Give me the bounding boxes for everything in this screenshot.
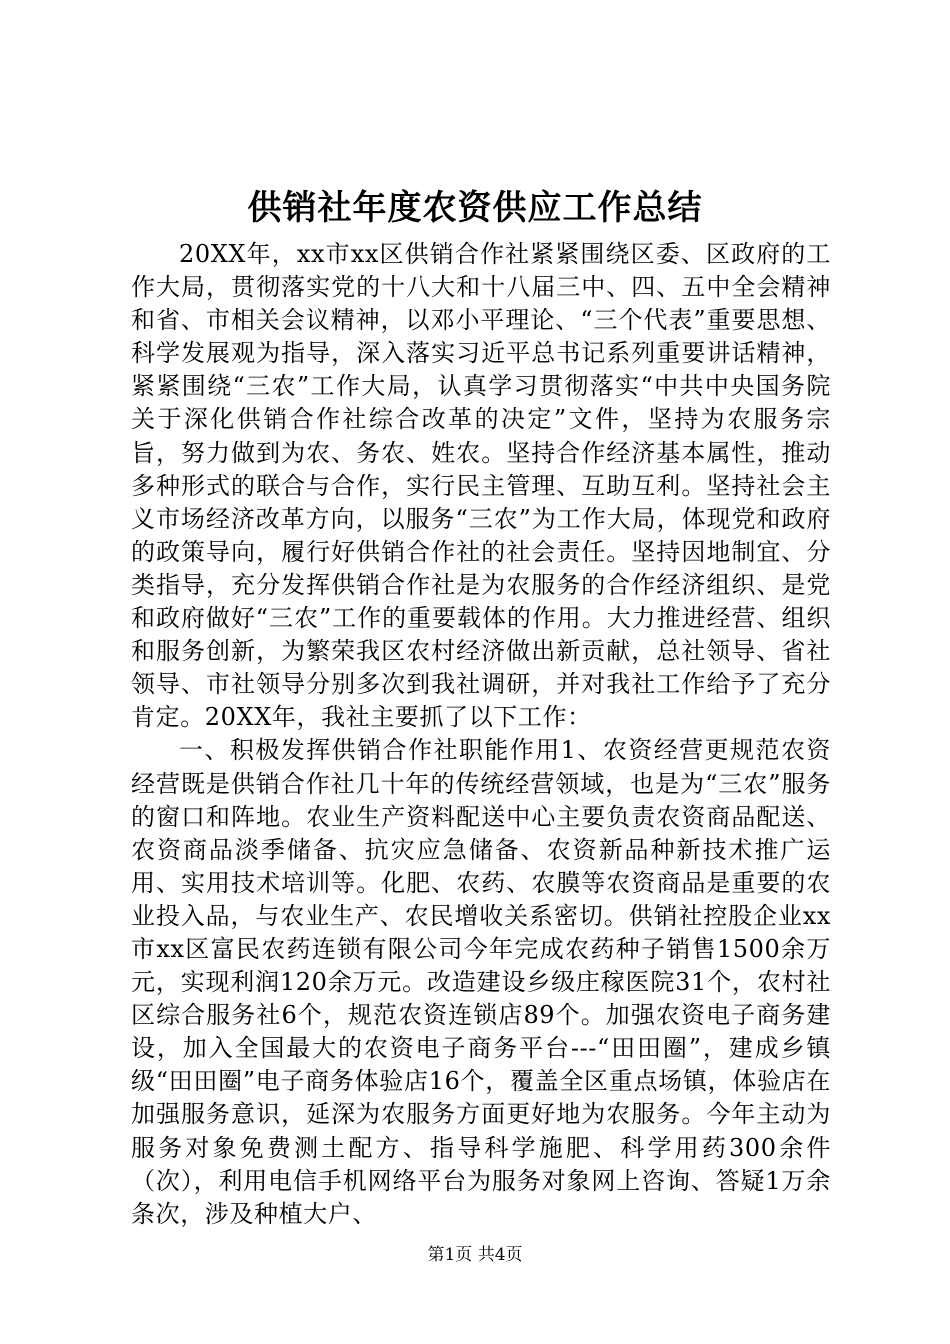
paragraph-intro: 20XX年，xx市xx区供销合作社紧紧围绕区委、区政府的工作大局，贯彻落实党的十八大和十八届三中、四、五中全会精神和省、市相关会议精神，以邓小平理论、“三个代表”重要思想、科学发展观为指导，深入落实习近平总书记系列重要讲话精神，紧紧围绕“三农”工作大局，认真学习贯彻落实“中共中央国务院关于深化供销合作社综合改革的决定”文件，坚持为农服务宗旨，努力做到为农、务农、姓农。坚持合作经济基本属性，推动多种形式的联合与合作，实行民主管理、互助互利。坚持社会主义市场经济改革方向，以服务“三农”为工作大局，体现党和政府的政策导向，履行好供销合作社的社会责任。坚持因地制宜、分类指导，充分发挥供销合作社是为农服务的合作经济组织、是党和政府做好“三农”工作的重要载体的作用。大力推进经营、组织和服务创新，为繁荣我区农村经济做出新贡献，总社领导、省社领导、市社领导分别多次到我社调研，并对我社工作给予了充分肯定。20XX年，我社主要抓了以下工作： (131, 240, 831, 732)
document-body (131, 238, 831, 1231)
page-number-footer: 第1页 共4页 (427, 1245, 523, 1265)
paragraph-section-one: 一、积极发挥供销合作社职能作用1、农资经营更规范农资经营既是供销合作社几十年的传统经营领域，也是为“三农”服务的窗口和阵地。农业生产资料配送中心主要负责农资商品配送、农资商品淡季储备、抗灾应急储备、农资新品种新技术推广运用、实用技术培训等。化肥、农药、农膜等农资商品是重要的农业投入品，与农业生产、农民增收关系密切。供销社控股企业xx市xx区富民农药连锁有限公司今年完成农药种子销售1500余万元，实现利润120余万元。改造建设乡级庄稼医院31个，农村社区综合服务社6个，规范农资连锁店89个。加强农资电子商务建设，加入全国最大的农资电子商务平台---“田田圈”，建成乡镇级“田田圈”电子商务体验店16个，覆盖全区重点场镇，体验店在加强服务意识，延深为农服务方面更好地为农服务。今年主动为服务对象免费测土配方、指导科学施肥、科学用药300余件（次），利用电信手机网络平台为服务对象网上咨询、答疑1万余条次，涉及种植大户、 (131, 736, 831, 1228)
document-title: 供销社年度农资供应工作总结 (247, 188, 703, 228)
